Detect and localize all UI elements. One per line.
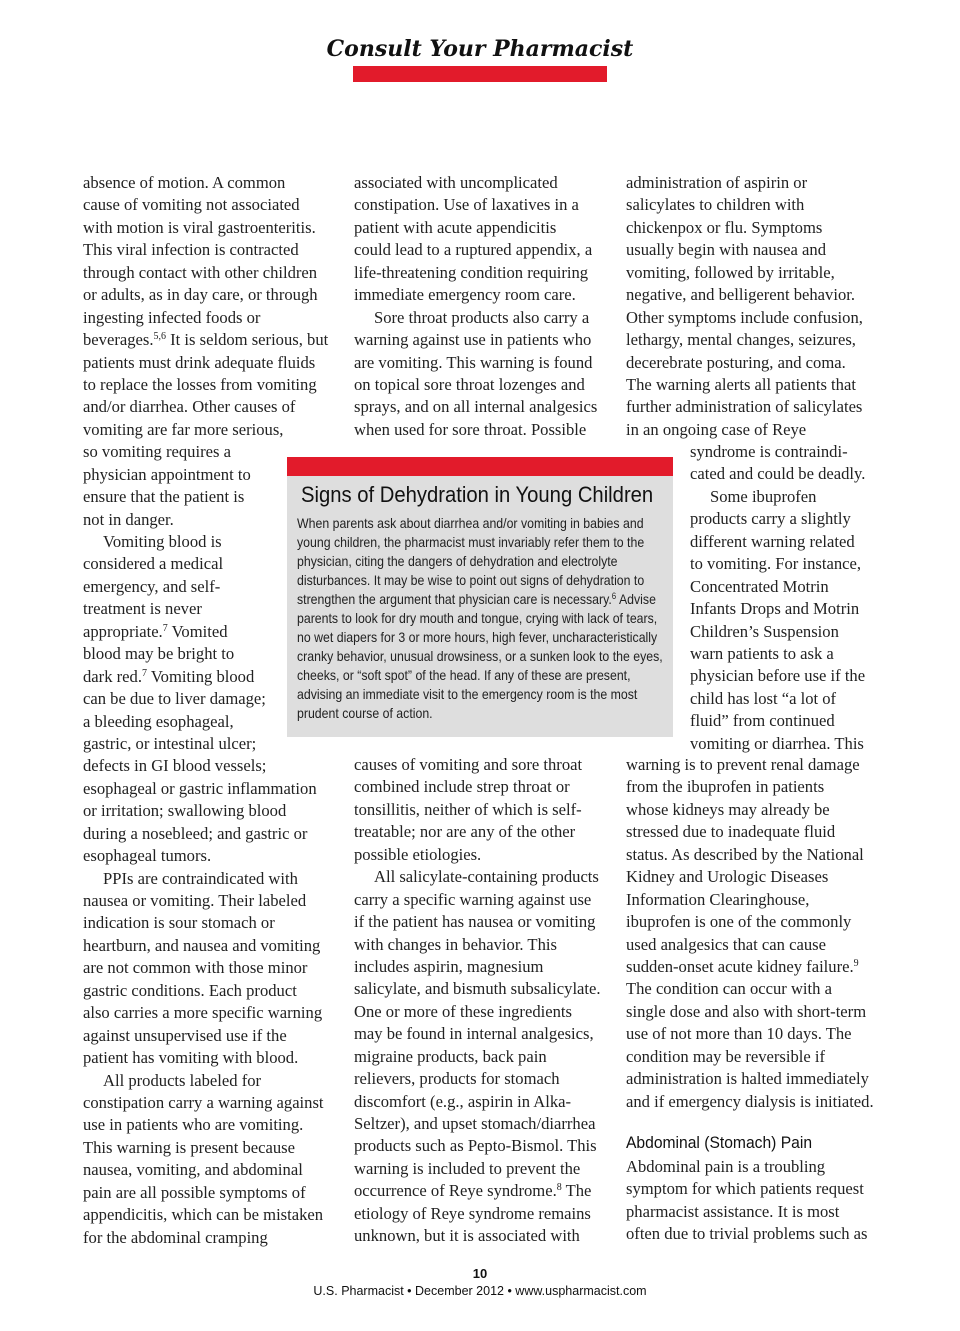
sidebar-body [297,514,665,723]
text-line [83,1159,338,1181]
text-line [626,329,886,351]
text-line [626,239,886,261]
text-line [354,217,609,239]
text-line [354,799,609,821]
text-line [354,1091,609,1113]
text-line-content: tonsillitis, neither of which is self- [354,799,582,819]
text-line-content: young children, the pharmacist must invariably refer them to the [297,534,645,550]
text-line-content: warn patients to ask a [690,643,834,663]
text-line-content: cause of vomiting not associated [83,195,300,215]
text-line-content: syndrome is contraindi- [690,442,848,461]
text-line [626,1156,886,1178]
text-line [83,307,338,329]
text-line [354,419,609,441]
text-line [83,1227,338,1249]
text-line [626,889,886,911]
text-line [354,1203,609,1225]
text-line-content: treatable; nor are any of the other [354,822,576,842]
text-line [690,441,890,463]
text-line [354,374,609,396]
text-line-content: heartburn, and nausea and vomiting [83,935,321,955]
text-line-content: etiology of Reye syndrome remains [354,1203,591,1223]
text-line-content: chickenpox or flu. Symptoms [626,217,823,237]
text-line-content: whose kidneys may already be [626,799,830,819]
text-line-content: Kidney and Urologic Diseases [626,867,829,887]
text-line [354,307,609,329]
text-line [626,1001,886,1023]
text-line-content: relievers, products for stomach [354,1069,560,1089]
text-line [626,934,886,956]
text-line-content: Vomiting blood is [103,532,222,551]
text-line-content: are vomiting. This warning is found [354,352,593,372]
text-line-content: disturbances. It may be wise to point out signs of dehydration to [297,572,645,588]
text-line [626,799,886,821]
text-line-content: Sore throat products also carry a [374,307,590,327]
text-line [83,262,338,284]
text-line-content: beverages. [83,330,154,350]
text-line [626,1201,886,1223]
text-line-continuation: It is seldom serious, but [165,330,329,350]
sidebar-title: Signs of Dehydration in Young Children [301,482,654,507]
text-line-content: life-threatening condition requiring [354,262,589,282]
text-line-content: This viral infection is contracted [83,240,299,260]
text-line-content: esophageal or gastric inflammation [83,778,317,798]
text-line [626,1046,886,1068]
text-line [83,868,338,890]
text-line [83,239,338,261]
text-line [354,239,609,261]
reference-superscript: 5,6 [153,331,166,343]
text-line-content: so vomiting requires a [83,442,231,462]
text-line [83,1047,338,1069]
text-line-content: not in danger. [83,509,174,529]
text-line-content: advising an immediate visit to the emergency room is the most [297,686,638,702]
text-line [83,284,338,306]
text-line-content: treatment is never [83,599,202,619]
text-line-content: absence of motion. A common [83,173,286,192]
text-line [626,956,886,978]
text-line [626,374,886,396]
text-line-content: child has lost “a lot of [690,688,837,708]
text-line-content: considered a medical [83,554,224,574]
text-line-content: if the patient has nausea or vomiting [354,912,596,932]
text-line [626,1068,886,1090]
text-line [626,754,886,776]
text-line-content: in an ongoing case of Reye [626,419,807,439]
text-line [83,1025,338,1047]
text-line-continuation: Vomited [167,621,228,641]
text-line-content: and/or diarrhea. Other causes of [83,397,296,417]
text-line [83,1002,338,1024]
text-line [354,1046,609,1068]
text-line-content: lethargy, mental changes, seizures, [626,330,856,350]
text-line-content: cated and could be deadly. [690,464,866,484]
text-line [354,262,609,284]
text-line-content: esophageal tumors. [83,846,212,866]
text-line-content: through contact with other children [83,262,318,282]
text-line-content: cranky behavior, unusual drowsiness, or a sunken look to the eyes, [297,648,663,664]
text-line [626,396,886,418]
text-line-content: dark red. [83,666,142,686]
text-line [354,284,609,306]
text-line [83,1182,338,1204]
text-line [354,396,609,418]
text-line-content: defects in GI blood vessels; [83,756,267,776]
text-line [83,419,338,441]
text-line [354,1023,609,1045]
text-line-content: when used for sore throat. Possible [354,419,587,439]
text-line [83,845,338,867]
text-line-content: administration of aspirin or [626,173,808,192]
text-line [354,956,609,978]
text-line-content: All products labeled for [103,1070,262,1090]
column-3-bottom [626,754,886,1113]
text-line-content: strengthen the argument that physician care is necessary. [297,591,612,607]
reference-superscript: 7 [162,622,168,634]
text-line-content: could lead to a ruptured appendix, a [354,240,593,260]
text-line-continuation: Vomiting blood [146,666,255,686]
text-line [626,217,886,239]
running-header-title: Consult Your Pharmacist [326,36,634,62]
text-line-content: physician, citing the dangers of dehydration and electrolyte [297,553,618,569]
text-line-content: a bleeding esophageal, [83,711,234,731]
text-line-content: on topical sore throat lozenges and [354,374,585,394]
text-line-content: PPIs are contraindicated with [103,868,298,888]
text-line-content: salicylates to children with [626,195,805,215]
text-line [626,1223,886,1245]
text-line-content: vomiting are far more serious, [83,419,284,439]
text-line [297,704,665,723]
text-line-content: use in patients who are vomiting. [83,1115,304,1135]
column-3-narrow [690,441,890,755]
text-line-content: physician before use if the [690,666,866,686]
text-line [626,1091,886,1113]
text-line [354,1225,609,1247]
text-line-content: causes of vomiting and sore throat [354,755,583,774]
text-line [626,284,886,306]
text-line [626,1178,886,1200]
text-line-content: ingesting infected foods or [83,307,261,327]
text-line [83,980,338,1002]
text-line-content: pain are all possible symptoms of [83,1182,306,1202]
text-line [83,823,338,845]
text-line-content: Infants Drops and Motrin [690,599,860,619]
text-line [690,643,890,665]
text-line [690,710,890,732]
text-line [354,194,609,216]
text-line [83,755,338,777]
text-line [83,957,338,979]
text-line [297,685,665,704]
text-line-content: indication is sour stomach or [83,913,275,933]
text-line [83,935,338,957]
text-line [83,396,338,418]
text-line [626,262,886,284]
text-line [626,352,886,374]
text-line-content: used analgesics that can cause [626,934,826,954]
text-line-content: The condition can occur with a [626,979,832,999]
text-line-content: Children’s Suspension [690,621,839,641]
text-line-content: prudent course of action. [297,705,433,721]
sidebar-accent-bar [287,457,673,476]
text-line-content: migraine products, back pain [354,1046,547,1066]
text-line [297,590,665,609]
text-line-content: One or more of these ingredients [354,1001,572,1021]
text-line-continuation: The [561,1181,592,1201]
text-line-content: blood may be bright to [83,644,235,664]
text-line-content: are not common with those minor [83,958,308,978]
text-line-content: carry a specific warning against use [354,889,592,909]
text-line [83,1070,338,1092]
text-line-content: during a nosebleed; and gastric or [83,823,308,843]
text-line-content: sudden-onset acute kidney failure. [626,956,854,976]
text-line [297,571,665,590]
text-line-content: use of not more than 10 days. The [626,1024,852,1044]
text-line-content: decerebrate posturing, and coma. [626,352,846,372]
text-line-content: constipation. Use of laxatives in a [354,195,579,215]
text-line-content: salicylate, and bismuth subsalicylate. [354,979,601,999]
text-line-content: All salicylate-containing products [374,867,599,887]
text-line-content: products carry a slightly [690,509,851,529]
sidebar-box [287,457,673,737]
section-heading: Abdominal (Stomach) Pain [626,1133,813,1152]
text-line [83,352,338,374]
text-line-content: appropriate. [83,621,163,641]
text-line [626,776,886,798]
text-line-content: with motion is viral gastroenteritis. [83,217,316,237]
text-line [83,1114,338,1136]
text-line [626,194,886,216]
text-line [83,217,338,239]
text-line-content: also carries a more specific warning [83,1003,323,1023]
text-line-content: may be found in internal analgesics, [354,1024,594,1044]
text-line-content: physician appointment to [83,464,251,484]
text-line-content: patient has vomiting with blood. [83,1048,299,1068]
text-line [83,800,338,822]
text-line [83,890,338,912]
text-line-content: associated with uncomplicated [354,173,558,192]
text-line-content: against unsupervised use if the [83,1025,287,1045]
text-line-content: When parents ask about diarrhea and/or vomiting in babies and [297,515,644,531]
text-line-content: products such as Pepto-Bismol. This [354,1136,597,1156]
text-line [83,172,338,194]
reference-superscript: 8 [556,1182,562,1194]
text-line [354,866,609,888]
text-line [83,1092,338,1114]
reference-superscript: 7 [141,667,147,679]
text-line [83,912,338,934]
text-line [297,628,665,647]
text-line [297,666,665,685]
text-line-content: The warning alerts all patients that [626,374,856,394]
text-line [354,978,609,1000]
text-line-content: for the abdominal cramping [83,1227,268,1247]
text-line-content: further administration of salicylates [626,397,863,417]
text-line-content: pharmacist assistance. It is most [626,1201,840,1221]
text-line [626,172,886,194]
text-line-content: includes aspirin, magnesium [354,956,544,976]
text-line-content: Other symptoms include confusion, [626,307,863,327]
text-line-content: usually begin with nausea and [626,240,827,260]
text-line [626,419,886,441]
text-line-content: stressed due to inadequate fluid [626,822,836,842]
text-line [354,776,609,798]
text-line-content: nausea or vomiting. Their labeled [83,891,307,910]
text-line-content: warning against use in patients who [354,330,592,350]
header-accent-bar [353,66,607,82]
text-line-content: occurrence of Reye syndrome. [354,1181,557,1201]
text-line-content: discomfort (e.g., aspirin in Alka- [354,1091,572,1111]
text-line-content: condition may be reversible if [626,1046,826,1066]
text-line [354,844,609,866]
text-line-content: emergency, and self- [83,576,221,596]
text-line-content: or irritation; swallowing blood [83,801,287,821]
text-line-content: and if emergency dialysis is initiated. [626,1091,874,1111]
text-line [297,609,665,628]
text-line-content: possible etiologies. [354,844,482,864]
column-2-top [354,172,609,441]
text-line-content: ibuprofen is one of the commonly [626,912,852,932]
footer-text: U.S. Pharmacist • December 2012 • www.uspharmacist.com [313,1284,647,1298]
text-line-content: gastric, or intestinal ulcer; [83,733,257,753]
text-line [690,553,890,575]
text-line [690,621,890,643]
text-line [690,486,890,508]
text-line-content: symptom for which patients request [626,1179,864,1199]
text-line [83,1137,338,1159]
text-line [354,172,609,194]
text-line-content: no wet diapers for 3 or more hours, high fever, uncharacteristically [297,629,658,645]
text-line-content: Information Clearinghouse, [626,889,810,909]
text-line [354,911,609,933]
text-line [690,688,890,710]
text-line [297,647,665,666]
text-line [690,665,890,687]
text-line-content: constipation carry a warning against [83,1092,324,1112]
text-line [354,1180,609,1202]
text-line-content: unknown, but it is associated with [354,1226,580,1246]
text-line [354,1135,609,1157]
text-line [626,821,886,843]
text-line [690,531,890,553]
text-line-content: Seltzer), and upset stomach/diarrhea [354,1114,596,1133]
text-line [690,598,890,620]
text-line [626,978,886,1000]
text-line-continuation: Advise [616,591,656,607]
text-line [354,889,609,911]
text-line [354,329,609,351]
text-line [297,552,665,571]
text-line-content: patients must drink adequate fluids [83,352,316,372]
text-line [626,866,886,888]
text-line-content: sprays, and on all internal analgesics [354,397,598,417]
text-line [626,844,886,866]
reference-superscript: 9 [853,957,859,969]
column-2-bottom [354,754,609,1248]
text-line [354,821,609,843]
text-line-content: Some ibuprofen [710,486,817,506]
text-line [83,1204,338,1226]
text-line [626,1023,886,1045]
text-line-content: from the ibuprofen in patients [626,777,825,797]
text-line-content: or adults, as in day care, or through [83,285,318,305]
column-3-top [626,172,886,441]
text-line [354,1068,609,1090]
text-line-content: immediate emergency room care. [354,285,576,305]
text-line [354,754,609,776]
page-number: 10 [472,1266,488,1281]
text-line-content: Abdominal pain is a troubling [626,1157,826,1176]
text-line-content: appendicitis, which can be mistaken [83,1205,324,1225]
text-line [297,514,665,533]
text-line-content: different warning related [690,531,855,551]
text-line-content: administration is halted immediately [626,1069,869,1089]
text-line-content: combined include strep throat or [354,777,570,797]
text-line-content: often due to trivial problems such as [626,1224,868,1244]
text-line-content: gastric conditions. Each product [83,980,297,1000]
text-line [626,911,886,933]
text-line [354,352,609,374]
text-line-content: patient with acute appendicitis [354,217,557,237]
text-line-content: This warning is present because [83,1137,295,1157]
text-line-content: Concentrated Motrin [690,576,829,596]
text-line-content: warning is included to prevent the [354,1158,581,1178]
text-line-content: to vomiting. For instance, [690,554,861,574]
text-line-content: nausea, vomiting, and abdominal [83,1160,303,1180]
reference-superscript: 6 [611,591,617,601]
text-line-content: with changes in behavior. This [354,934,557,954]
text-line [354,1113,609,1135]
text-line-content: fluid” from continued [690,711,835,731]
text-line-content: can be due to liver damage; [83,689,266,709]
text-line [354,1001,609,1023]
text-line [83,778,338,800]
text-line-content: negative, and belligerent behavior. [626,285,855,305]
text-line-content: warning is to prevent renal damage [626,755,860,774]
text-line-content: vomiting or diarrhea. This [690,733,864,753]
column-3-end [626,1156,886,1246]
text-line-content: ensure that the patient is [83,487,245,507]
text-line-content: to replace the losses from vomiting [83,374,317,394]
text-line [690,508,890,530]
text-line-content: cheeks, or “soft spot” of the head. If any of these are present, [297,667,631,683]
text-line-content: single dose and also with short-term [626,1001,867,1021]
text-line [297,533,665,552]
text-line [354,934,609,956]
text-line [690,733,890,755]
text-line [83,374,338,396]
text-line-content: status. As described by the National [626,844,864,864]
text-line-content: vomiting, followed by irritable, [626,262,835,282]
text-line [690,576,890,598]
text-line-content: parents to look for dry mouth and tongue, crying with lack of tears, [297,610,658,626]
text-line [354,1158,609,1180]
text-line [83,194,338,216]
text-line [83,329,338,351]
text-line [626,307,886,329]
text-line [690,463,890,485]
